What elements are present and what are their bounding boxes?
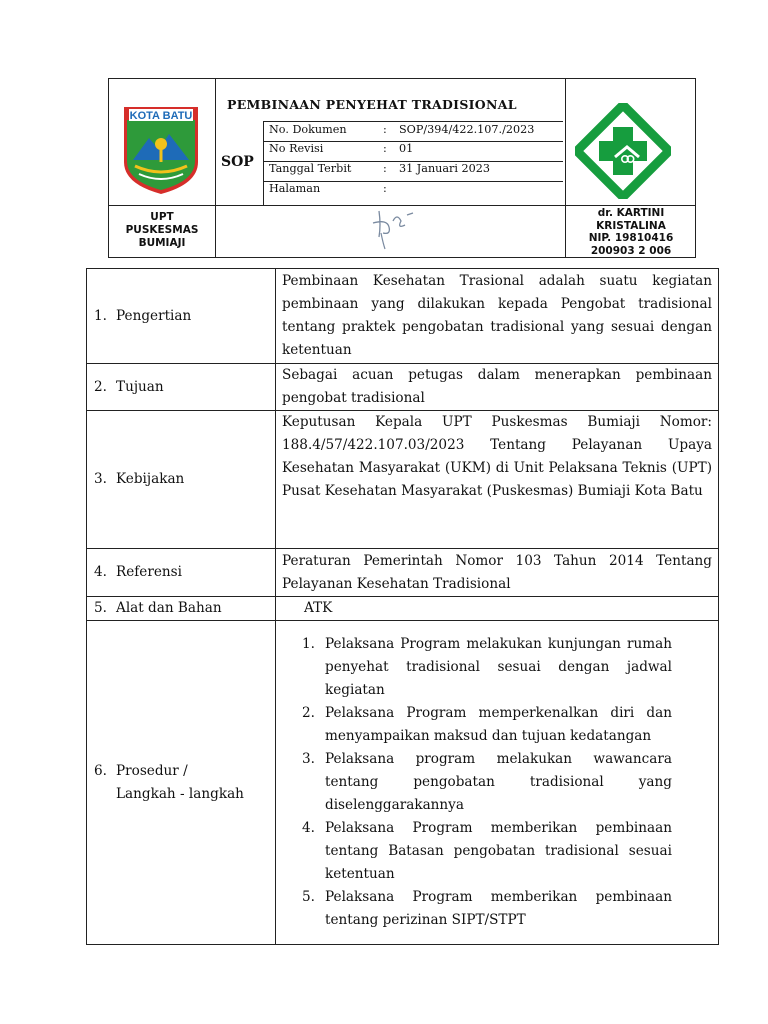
list-item: 1. Pelaksana Program melakukan kunjungan rumah penyehat tradisional sesuai dengan jadwal kegiatan	[302, 636, 672, 698]
meta-value-revisi: 01	[399, 142, 414, 155]
sop-header	[108, 78, 696, 258]
row-content-kebijakan: Keputusan Kepala UPT Puskesmas Bumiaji Nomor: 188.4/57/422.107.03/2023 Tentang Pelayanan Upaya Kesehatan Masyarakat (UKM) di Unit Pelaksana Teknis (UPT) Pusat Kesehatan Masyarakat (Puskesmas) Bumiaji Kota Batu	[276, 411, 719, 549]
meta-value-tanggal: 31 Januari 2023	[399, 162, 490, 175]
row-label: 5. Alat dan Bahan	[87, 597, 276, 621]
table-row	[87, 621, 719, 945]
list-item: 4. Pelaksana Program memberikan pembinaan tentang Batasan pengobatan tradisional sesuai ketentuan	[302, 820, 672, 882]
row-content-tujuan: Sebagai acuan petugas dalam menerapkan pembinaan pengobat tradisional	[276, 364, 719, 411]
meta-colon: :	[383, 123, 387, 136]
table-row	[87, 364, 719, 411]
list-item: 2. Pelaksana Program memperkenalkan diri dan menyampaikan maksud dan tujuan kedatangan	[302, 705, 672, 744]
list-item: 3. Pelaksana program melakukan wawancara tentang pengobatan tradisional yang diselenggarakannya	[302, 751, 672, 813]
sop-content-table	[86, 268, 719, 945]
meta-label-halaman: Halaman	[269, 182, 321, 195]
procedure-list	[282, 633, 712, 932]
document-title: PEMBINAAN PENYEHAT TRADISIONAL	[227, 97, 517, 112]
row-content-prosedur	[276, 621, 719, 945]
meta-colon: :	[383, 142, 387, 155]
table-row	[87, 411, 719, 549]
row-label: 2. Tujuan	[87, 364, 276, 411]
svg-text:KOTA BATU: KOTA BATU	[129, 110, 193, 122]
row-label: 3. Kebijakan	[87, 411, 276, 549]
signer-block: dr. KARTINI KRISTALINA NIP. 19810416 200903 2 006	[588, 207, 674, 257]
meta-label-tanggal: Tanggal Terbit	[269, 162, 352, 175]
sop-label: SOP	[221, 154, 254, 170]
row-label: 4. Referensi	[87, 549, 276, 597]
row-content-referensi: Peraturan Pemerintah Nomor 103 Tahun 2014 Tentang Pelayanan Kesehatan Tradisional	[276, 549, 719, 597]
meta-label-revisi: No Revisi	[269, 142, 324, 155]
list-item: 5. Pelaksana Program memberikan pembinaan tentang perizinan SIPT/STPT	[302, 889, 672, 928]
row-label: 1. Pengertian	[87, 269, 276, 364]
meta-colon: :	[383, 182, 387, 195]
puskesmas-logo	[575, 103, 671, 199]
kota-batu-logo	[121, 104, 201, 196]
row-label: 6. Prosedur / Langkah - langkah	[87, 621, 276, 945]
meta-value-dokumen: SOP/394/422.107./2023	[399, 123, 535, 136]
row-content-alat-bahan: ATK	[276, 597, 719, 621]
row-content-pengertian: Pembinaan Kesehatan Trasional adalah suatu kegiatan pembinaan yang dilakukan kepada Pengobat tradisional tentang praktek pengobatan tradisional yang sesuai dengan ketentuan	[276, 269, 719, 364]
table-row	[87, 269, 719, 364]
unit-name: UPT PUSKESMAS BUMIAJI	[125, 211, 199, 249]
meta-colon: :	[383, 162, 387, 175]
signature	[367, 203, 427, 253]
table-row	[87, 549, 719, 597]
table-row	[87, 597, 719, 621]
meta-label-dokumen: No. Dokumen	[269, 123, 347, 136]
